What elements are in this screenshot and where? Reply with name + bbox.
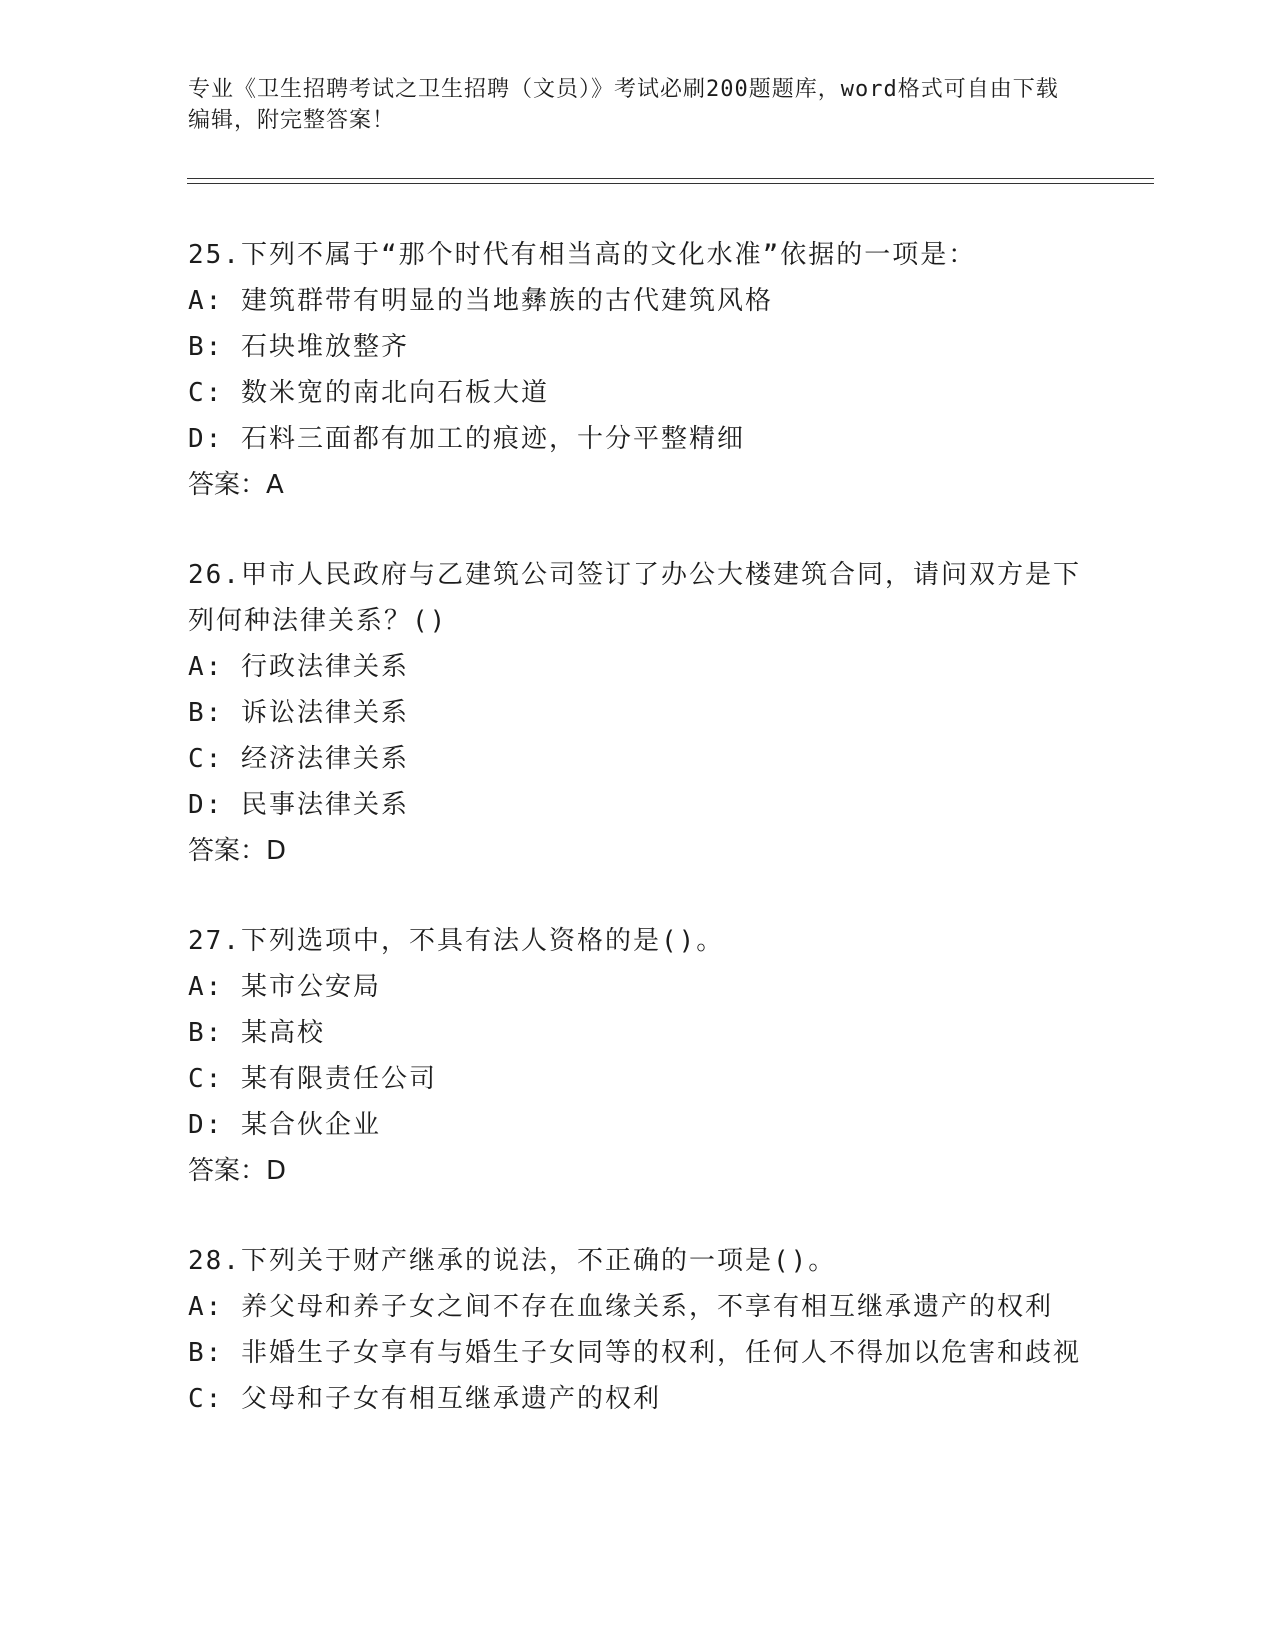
- question-text: 27.下列选项中，不具有法人资格的是()。: [188, 926, 725, 956]
- question-list: [188, 232, 1088, 1466]
- option-c: C: 经济法律关系: [188, 744, 409, 774]
- header-divider-bottom: [187, 183, 1154, 184]
- option-d: D: 民事法律关系: [188, 790, 409, 820]
- option-b: B: 非婚生子女享有与婚生子女同等的权利，任何人不得加以危害和歧视: [188, 1338, 1081, 1368]
- option-c: C: 某有限责任公司: [188, 1064, 437, 1094]
- option-a: A: 养父母和养子女之间不存在血缘关系，不享有相互继承遗产的权利: [188, 1292, 1053, 1322]
- header-divider-top: [187, 178, 1154, 179]
- option-b: B: 某高校: [188, 1018, 325, 1048]
- answer-label: 答案：: [188, 470, 267, 500]
- option-d: D: 石料三面都有加工的痕迹，十分平整精细: [188, 424, 745, 454]
- option-d: D: 某合伙企业: [188, 1110, 381, 1140]
- answer-line: [188, 828, 1088, 874]
- answer-label: 答案：: [188, 1156, 267, 1186]
- answer-line: [188, 462, 1088, 508]
- question-text: 25.下列不属于“那个时代有相当高的文化水准”依据的一项是：: [188, 240, 977, 270]
- question-text: 26.甲市人民政府与乙建筑公司签订了办公大楼建筑合同，请问双方是下列何种法律关系？(): [188, 560, 1081, 636]
- answer-value: D: [266, 1156, 287, 1186]
- question-item-26: [188, 552, 1088, 874]
- answer-value: D: [266, 836, 287, 866]
- option-a: A: 某市公安局: [188, 972, 381, 1002]
- option-b: B: 石块堆放整齐: [188, 332, 409, 362]
- answer-label: 答案：: [188, 836, 267, 866]
- option-c: C: 数米宽的南北向石板大道: [188, 378, 549, 408]
- question-item-28: [188, 1238, 1088, 1422]
- question-item-27: [188, 918, 1088, 1194]
- document-header-title: 专业《卫生招聘考试之卫生招聘（文员）》考试必刷200题题库，word格式可自由下载编辑，附完整答案！: [188, 77, 1059, 133]
- option-a: A: 建筑群带有明显的当地彝族的古代建筑风格: [188, 286, 773, 316]
- question-item-25: [188, 232, 1088, 508]
- question-text: 28.下列关于财产继承的说法，不正确的一项是()。: [188, 1246, 837, 1276]
- option-b: B: 诉讼法律关系: [188, 698, 409, 728]
- option-c: C: 父母和子女有相互继承遗产的权利: [188, 1384, 661, 1414]
- answer-value: A: [266, 470, 284, 500]
- answer-line: [188, 1148, 1088, 1194]
- option-a: A: 行政法律关系: [188, 652, 409, 682]
